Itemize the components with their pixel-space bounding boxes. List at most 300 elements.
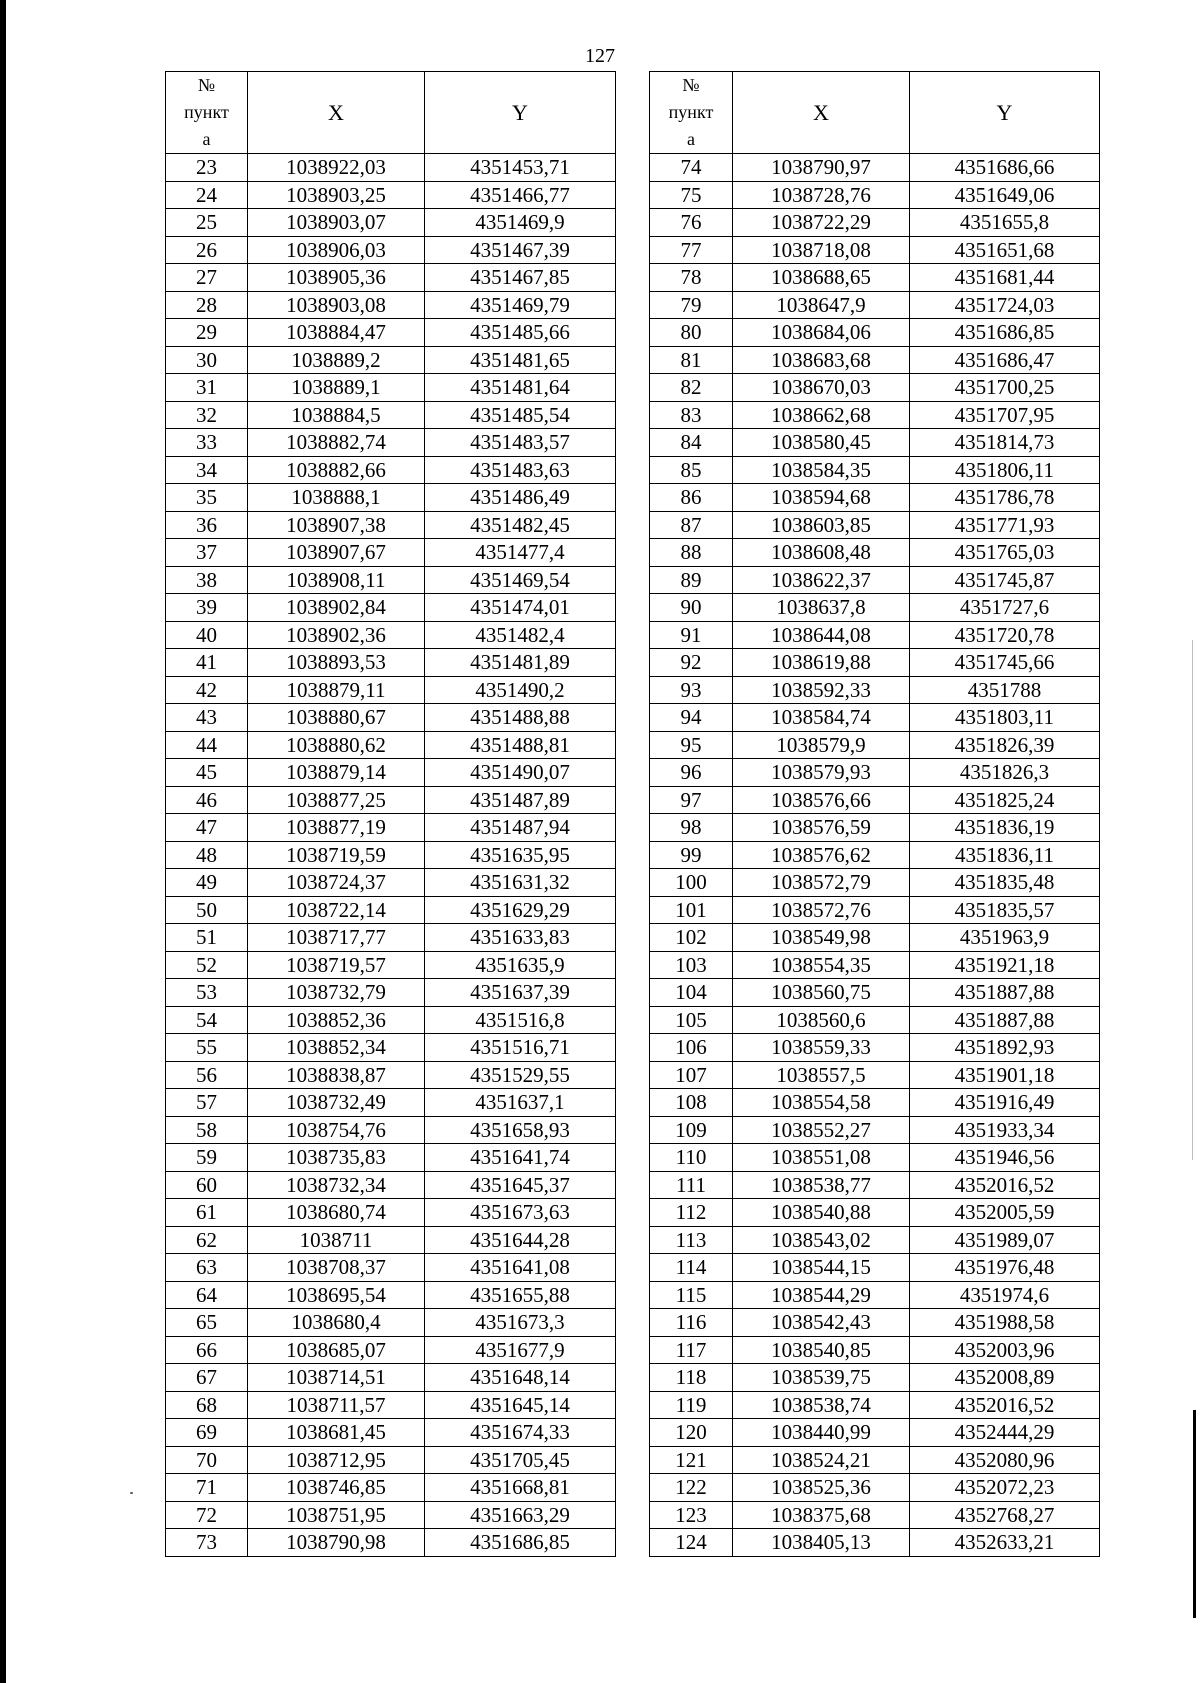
point-number-cell: 27 xyxy=(166,264,248,292)
table-row xyxy=(650,181,1100,209)
y-coordinate-cell: 4351645,37 xyxy=(425,1171,616,1199)
y-coordinate-cell: 4351490,2 xyxy=(425,676,616,704)
x-coordinate-cell: 1038524,21 xyxy=(733,1446,910,1474)
point-number-cell: 71 xyxy=(166,1474,248,1502)
y-coordinate-cell: 4351469,79 xyxy=(425,291,616,319)
point-number-cell: 44 xyxy=(166,731,248,759)
y-coordinate-cell: 4351469,54 xyxy=(425,566,616,594)
point-number-cell: 52 xyxy=(166,951,248,979)
point-number-cell: 53 xyxy=(166,979,248,1007)
x-coordinate-cell: 1038879,11 xyxy=(248,676,425,704)
table-row xyxy=(166,759,616,787)
y-coordinate-cell: 4351453,71 xyxy=(425,154,616,182)
y-coordinate-cell: 4351482,45 xyxy=(425,511,616,539)
y-coordinate-cell: 4351976,48 xyxy=(910,1254,1100,1282)
table-row xyxy=(650,1309,1100,1337)
point-number-cell: 87 xyxy=(650,511,733,539)
y-coordinate-cell: 4351644,28 xyxy=(425,1226,616,1254)
point-number-cell: 42 xyxy=(166,676,248,704)
x-coordinate-cell: 1038732,79 xyxy=(248,979,425,1007)
y-coordinate-cell: 4351485,66 xyxy=(425,319,616,347)
x-coordinate-cell: 1038622,37 xyxy=(733,566,910,594)
point-number-cell: 106 xyxy=(650,1034,733,1062)
table-row xyxy=(650,676,1100,704)
x-coordinate-cell: 1038838,87 xyxy=(248,1061,425,1089)
x-coordinate-cell: 1038852,34 xyxy=(248,1034,425,1062)
y-coordinate-cell: 4351487,89 xyxy=(425,786,616,814)
y-coordinate-cell: 4352444,29 xyxy=(910,1419,1100,1447)
point-number-cell: 81 xyxy=(650,346,733,374)
point-number-cell: 110 xyxy=(650,1144,733,1172)
y-coordinate-cell: 4351635,9 xyxy=(425,951,616,979)
table-row xyxy=(650,924,1100,952)
x-coordinate-cell: 1038877,25 xyxy=(248,786,425,814)
point-number-cell: 108 xyxy=(650,1089,733,1117)
x-coordinate-cell: 1038440,99 xyxy=(733,1419,910,1447)
point-number-cell: 72 xyxy=(166,1501,248,1529)
x-coordinate-cell: 1038893,53 xyxy=(248,649,425,677)
table-row xyxy=(650,539,1100,567)
table-row xyxy=(650,1254,1100,1282)
y-coordinate-cell: 4352080,96 xyxy=(910,1446,1100,1474)
y-coordinate-cell: 4351677,9 xyxy=(425,1336,616,1364)
table-row xyxy=(166,979,616,1007)
point-number-cell: 26 xyxy=(166,236,248,264)
table-row xyxy=(166,1034,616,1062)
point-number-cell: 100 xyxy=(650,869,733,897)
point-number-cell: 36 xyxy=(166,511,248,539)
x-coordinate-cell: 1038594,68 xyxy=(733,484,910,512)
x-coordinate-cell: 1038538,74 xyxy=(733,1391,910,1419)
table-row xyxy=(166,511,616,539)
table-header xyxy=(650,72,1100,154)
table-row xyxy=(166,869,616,897)
y-coordinate-cell: 4351892,93 xyxy=(910,1034,1100,1062)
y-coordinate-cell: 4351481,89 xyxy=(425,649,616,677)
table-row xyxy=(650,1034,1100,1062)
x-coordinate-cell: 1038922,03 xyxy=(248,154,425,182)
y-coordinate-cell: 4351631,32 xyxy=(425,869,616,897)
point-number-cell: 38 xyxy=(166,566,248,594)
y-coordinate-cell: 4351686,66 xyxy=(910,154,1100,182)
y-coordinate-cell: 4352016,52 xyxy=(910,1171,1100,1199)
table-row xyxy=(650,1199,1100,1227)
point-number-cell: 61 xyxy=(166,1199,248,1227)
table-row xyxy=(650,1391,1100,1419)
x-coordinate-cell: 1038722,29 xyxy=(733,209,910,237)
y-coordinate-cell: 4351745,66 xyxy=(910,649,1100,677)
table-row xyxy=(166,539,616,567)
x-coordinate-cell: 1038903,08 xyxy=(248,291,425,319)
table-row xyxy=(650,1171,1100,1199)
x-coordinate-cell: 1038670,03 xyxy=(733,374,910,402)
point-number-cell: 45 xyxy=(166,759,248,787)
y-coordinate-cell: 4351637,1 xyxy=(425,1089,616,1117)
y-coordinate-cell: 4351485,54 xyxy=(425,401,616,429)
x-coordinate-cell: 1038572,79 xyxy=(733,869,910,897)
point-number-cell: 76 xyxy=(650,209,733,237)
x-coordinate-cell: 1038719,57 xyxy=(248,951,425,979)
point-number-cell: 32 xyxy=(166,401,248,429)
y-coordinate-cell: 4351467,85 xyxy=(425,264,616,292)
table-row xyxy=(166,1006,616,1034)
y-coordinate-cell: 4351663,29 xyxy=(425,1501,616,1529)
y-coordinate-cell: 4351835,57 xyxy=(910,896,1100,924)
x-coordinate-cell: 1038619,88 xyxy=(733,649,910,677)
table-row xyxy=(166,1364,616,1392)
y-coordinate-cell: 4351887,88 xyxy=(910,979,1100,1007)
y-coordinate-cell: 4351483,63 xyxy=(425,456,616,484)
x-coordinate-cell: 1038559,33 xyxy=(733,1034,910,1062)
y-coordinate-cell: 4351720,78 xyxy=(910,621,1100,649)
point-number-cell: 94 xyxy=(650,704,733,732)
point-number-cell: 95 xyxy=(650,731,733,759)
table-row xyxy=(650,484,1100,512)
point-number-header xyxy=(166,72,248,154)
y-coordinate-cell: 4351803,11 xyxy=(910,704,1100,732)
table-row xyxy=(166,1281,616,1309)
y-coordinate-cell: 4351745,87 xyxy=(910,566,1100,594)
x-coordinate-cell: 1038724,37 xyxy=(248,869,425,897)
y-coordinate-cell: 4351488,81 xyxy=(425,731,616,759)
y-coordinate-cell: 4352633,21 xyxy=(910,1529,1100,1557)
y-coordinate-cell: 4351686,85 xyxy=(425,1529,616,1557)
x-coordinate-cell: 1038884,47 xyxy=(248,319,425,347)
x-coordinate-cell: 1038790,97 xyxy=(733,154,910,182)
table-row xyxy=(650,511,1100,539)
point-number-cell: 117 xyxy=(650,1336,733,1364)
x-coordinate-cell: 1038889,1 xyxy=(248,374,425,402)
table-row xyxy=(166,484,616,512)
table-row xyxy=(650,1089,1100,1117)
y-coordinate-cell: 4351946,56 xyxy=(910,1144,1100,1172)
scan-edge-left xyxy=(0,0,6,1683)
x-coordinate-cell: 1038754,76 xyxy=(248,1116,425,1144)
point-number-cell: 119 xyxy=(650,1391,733,1419)
table-row xyxy=(650,649,1100,677)
point-number-cell: 120 xyxy=(650,1419,733,1447)
table-row xyxy=(650,1501,1100,1529)
x-coordinate-cell: 1038538,77 xyxy=(733,1171,910,1199)
point-number-cell: 77 xyxy=(650,236,733,264)
x-coordinate-cell: 1038544,29 xyxy=(733,1281,910,1309)
x-coordinate-cell: 1038790,98 xyxy=(248,1529,425,1557)
table-row xyxy=(650,841,1100,869)
x-coordinate-cell: 1038540,88 xyxy=(733,1199,910,1227)
point-number-cell: 55 xyxy=(166,1034,248,1062)
x-column-header: X xyxy=(248,72,425,154)
point-number-cell: 47 xyxy=(166,814,248,842)
point-number-cell: 99 xyxy=(650,841,733,869)
point-number-cell: 64 xyxy=(166,1281,248,1309)
point-number-cell: 33 xyxy=(166,429,248,457)
point-number-cell: 98 xyxy=(650,814,733,842)
x-coordinate-cell: 1038540,85 xyxy=(733,1336,910,1364)
table-row xyxy=(166,1391,616,1419)
x-coordinate-cell: 1038644,08 xyxy=(733,621,910,649)
scan-speck xyxy=(130,1492,133,1494)
y-coordinate-cell: 4351771,93 xyxy=(910,511,1100,539)
x-coordinate-cell: 1038711 xyxy=(248,1226,425,1254)
table-row xyxy=(650,896,1100,924)
table-row xyxy=(650,786,1100,814)
point-number-cell: 104 xyxy=(650,979,733,1007)
y-coordinate-cell: 4351686,85 xyxy=(910,319,1100,347)
table-row xyxy=(166,841,616,869)
x-coordinate-cell: 1038903,25 xyxy=(248,181,425,209)
x-coordinate-cell: 1038584,35 xyxy=(733,456,910,484)
x-coordinate-cell: 1038711,57 xyxy=(248,1391,425,1419)
x-coordinate-cell: 1038560,6 xyxy=(733,1006,910,1034)
x-coordinate-cell: 1038717,77 xyxy=(248,924,425,952)
table-row xyxy=(650,704,1100,732)
point-number-cell: 30 xyxy=(166,346,248,374)
x-coordinate-cell: 1038905,36 xyxy=(248,264,425,292)
table-row xyxy=(650,1529,1100,1557)
point-number-cell: 57 xyxy=(166,1089,248,1117)
x-coordinate-cell: 1038718,08 xyxy=(733,236,910,264)
point-number-cell: 56 xyxy=(166,1061,248,1089)
point-number-cell: 121 xyxy=(650,1446,733,1474)
y-coordinate-cell: 4351641,08 xyxy=(425,1254,616,1282)
table-row xyxy=(166,1254,616,1282)
x-coordinate-cell: 1038695,54 xyxy=(248,1281,425,1309)
point-number-cell: 24 xyxy=(166,181,248,209)
x-coordinate-cell: 1038684,06 xyxy=(733,319,910,347)
x-coordinate-cell: 1038879,14 xyxy=(248,759,425,787)
page-number: 127 xyxy=(585,45,615,67)
point-number-cell: 59 xyxy=(166,1144,248,1172)
x-coordinate-cell: 1038579,93 xyxy=(733,759,910,787)
y-coordinate-cell: 4351474,01 xyxy=(425,594,616,622)
point-number-cell: 101 xyxy=(650,896,733,924)
point-number-cell: 25 xyxy=(166,209,248,237)
y-coordinate-cell: 4351933,34 xyxy=(910,1116,1100,1144)
point-number-cell: 115 xyxy=(650,1281,733,1309)
table-row xyxy=(650,594,1100,622)
point-number-cell: 112 xyxy=(650,1199,733,1227)
table-row xyxy=(650,154,1100,182)
table-row xyxy=(166,924,616,952)
table-row xyxy=(166,1419,616,1447)
point-number-cell: 23 xyxy=(166,154,248,182)
point-number-cell: 114 xyxy=(650,1254,733,1282)
y-coordinate-cell: 4351963,9 xyxy=(910,924,1100,952)
point-number-cell: 113 xyxy=(650,1226,733,1254)
point-number-cell: 37 xyxy=(166,539,248,567)
point-number-header-line1: № xyxy=(682,75,700,95)
x-coordinate-cell: 1038884,5 xyxy=(248,401,425,429)
y-coordinate-cell: 4351655,88 xyxy=(425,1281,616,1309)
point-number-cell: 70 xyxy=(166,1446,248,1474)
table-row xyxy=(650,1281,1100,1309)
table-row xyxy=(166,621,616,649)
point-number-cell: 92 xyxy=(650,649,733,677)
x-coordinate-cell: 1038576,62 xyxy=(733,841,910,869)
y-coordinate-cell: 4351645,14 xyxy=(425,1391,616,1419)
y-coordinate-cell: 4351988,58 xyxy=(910,1309,1100,1337)
point-number-cell: 49 xyxy=(166,869,248,897)
y-coordinate-cell: 4351916,49 xyxy=(910,1089,1100,1117)
point-number-cell: 79 xyxy=(650,291,733,319)
y-coordinate-cell: 4351668,81 xyxy=(425,1474,616,1502)
x-coordinate-cell: 1038560,75 xyxy=(733,979,910,1007)
x-coordinate-cell: 1038746,85 xyxy=(248,1474,425,1502)
table-row xyxy=(166,1171,616,1199)
x-coordinate-cell: 1038544,15 xyxy=(733,1254,910,1282)
table-row xyxy=(650,814,1100,842)
y-coordinate-cell: 4351481,65 xyxy=(425,346,616,374)
x-coordinate-cell: 1038637,8 xyxy=(733,594,910,622)
table-row xyxy=(650,1144,1100,1172)
scan-edge-right-faint xyxy=(1192,640,1193,1160)
table-row xyxy=(650,456,1100,484)
table-row xyxy=(166,429,616,457)
y-coordinate-cell: 4351481,64 xyxy=(425,374,616,402)
table-row xyxy=(166,951,616,979)
x-column-header: X xyxy=(733,72,910,154)
table-row xyxy=(166,1474,616,1502)
table-row xyxy=(166,264,616,292)
x-coordinate-cell: 1038852,36 xyxy=(248,1006,425,1034)
point-number-cell: 82 xyxy=(650,374,733,402)
x-coordinate-cell: 1038576,66 xyxy=(733,786,910,814)
table-row xyxy=(650,1226,1100,1254)
y-coordinate-cell: 4351786,78 xyxy=(910,484,1100,512)
y-coordinate-cell: 4351490,07 xyxy=(425,759,616,787)
point-number-cell: 90 xyxy=(650,594,733,622)
point-number-cell: 41 xyxy=(166,649,248,677)
y-coordinate-cell: 4351836,11 xyxy=(910,841,1100,869)
x-coordinate-cell: 1038552,27 xyxy=(733,1116,910,1144)
table-row xyxy=(166,154,616,182)
y-coordinate-cell: 4351724,03 xyxy=(910,291,1100,319)
y-coordinate-cell: 4351727,6 xyxy=(910,594,1100,622)
point-number-cell: 66 xyxy=(166,1336,248,1364)
y-coordinate-cell: 4351469,9 xyxy=(425,209,616,237)
x-coordinate-cell: 1038375,68 xyxy=(733,1501,910,1529)
table-row xyxy=(650,236,1100,264)
y-coordinate-cell: 4351707,95 xyxy=(910,401,1100,429)
table-row xyxy=(166,291,616,319)
point-number-cell: 74 xyxy=(650,154,733,182)
x-coordinate-cell: 1038680,4 xyxy=(248,1309,425,1337)
table-row xyxy=(650,401,1100,429)
y-coordinate-cell: 4351681,44 xyxy=(910,264,1100,292)
point-number-cell: 122 xyxy=(650,1474,733,1502)
y-coordinate-cell: 4351673,63 xyxy=(425,1199,616,1227)
y-coordinate-cell: 4351705,45 xyxy=(425,1446,616,1474)
point-number-cell: 62 xyxy=(166,1226,248,1254)
y-coordinate-cell: 4351483,57 xyxy=(425,429,616,457)
point-number-header-line2: пункт xyxy=(184,102,229,122)
y-coordinate-cell: 4351516,71 xyxy=(425,1034,616,1062)
x-coordinate-cell: 1038735,83 xyxy=(248,1144,425,1172)
y-coordinate-cell: 4351488,88 xyxy=(425,704,616,732)
point-number-header xyxy=(650,72,733,154)
table-row xyxy=(166,786,616,814)
table-row xyxy=(650,319,1100,347)
scan-edge-right-mark xyxy=(1193,1410,1196,1618)
table-row xyxy=(166,401,616,429)
table-row xyxy=(166,209,616,237)
table-row xyxy=(166,374,616,402)
y-coordinate-cell: 4351974,6 xyxy=(910,1281,1100,1309)
table-row xyxy=(166,1529,616,1557)
point-number-cell: 88 xyxy=(650,539,733,567)
table-row xyxy=(650,1364,1100,1392)
x-coordinate-cell: 1038539,75 xyxy=(733,1364,910,1392)
point-number-cell: 63 xyxy=(166,1254,248,1282)
y-coordinate-cell: 4351635,95 xyxy=(425,841,616,869)
table-row xyxy=(166,456,616,484)
y-coordinate-cell: 4351806,11 xyxy=(910,456,1100,484)
x-coordinate-cell: 1038751,95 xyxy=(248,1501,425,1529)
y-coordinate-cell: 4351529,55 xyxy=(425,1061,616,1089)
x-coordinate-cell: 1038576,59 xyxy=(733,814,910,842)
x-coordinate-cell: 1038681,45 xyxy=(248,1419,425,1447)
header-row xyxy=(650,72,1100,154)
x-coordinate-cell: 1038882,66 xyxy=(248,456,425,484)
table-row xyxy=(650,291,1100,319)
x-coordinate-cell: 1038728,76 xyxy=(733,181,910,209)
y-coordinate-cell: 4351482,4 xyxy=(425,621,616,649)
x-coordinate-cell: 1038608,48 xyxy=(733,539,910,567)
point-number-cell: 86 xyxy=(650,484,733,512)
x-coordinate-cell: 1038906,03 xyxy=(248,236,425,264)
point-number-cell: 96 xyxy=(650,759,733,787)
table-row xyxy=(166,181,616,209)
point-number-cell: 102 xyxy=(650,924,733,952)
y-coordinate-cell: 4351641,74 xyxy=(425,1144,616,1172)
table-row xyxy=(166,319,616,347)
table-row xyxy=(166,649,616,677)
y-coordinate-cell: 4351637,39 xyxy=(425,979,616,1007)
point-number-cell: 58 xyxy=(166,1116,248,1144)
x-coordinate-cell: 1038732,49 xyxy=(248,1089,425,1117)
table-row xyxy=(166,1336,616,1364)
point-number-cell: 97 xyxy=(650,786,733,814)
point-number-cell: 39 xyxy=(166,594,248,622)
x-coordinate-cell: 1038880,67 xyxy=(248,704,425,732)
x-coordinate-cell: 1038889,2 xyxy=(248,346,425,374)
table-row xyxy=(166,566,616,594)
y-coordinate-cell: 4351686,47 xyxy=(910,346,1100,374)
y-coordinate-cell: 4351700,25 xyxy=(910,374,1100,402)
table-row xyxy=(166,1501,616,1529)
point-number-cell: 75 xyxy=(650,181,733,209)
x-coordinate-cell: 1038557,5 xyxy=(733,1061,910,1089)
x-coordinate-cell: 1038542,43 xyxy=(733,1309,910,1337)
table-row xyxy=(650,1061,1100,1089)
y-coordinate-cell: 4351486,49 xyxy=(425,484,616,512)
x-coordinate-cell: 1038554,58 xyxy=(733,1089,910,1117)
point-number-cell: 103 xyxy=(650,951,733,979)
x-coordinate-cell: 1038683,68 xyxy=(733,346,910,374)
table-row xyxy=(650,1336,1100,1364)
x-coordinate-cell: 1038903,07 xyxy=(248,209,425,237)
table-row xyxy=(650,209,1100,237)
table-row xyxy=(650,869,1100,897)
x-coordinate-cell: 1038880,62 xyxy=(248,731,425,759)
table-row xyxy=(166,1089,616,1117)
table-row xyxy=(650,1116,1100,1144)
point-number-cell: 83 xyxy=(650,401,733,429)
y-coordinate-cell: 4351633,83 xyxy=(425,924,616,952)
point-number-cell: 60 xyxy=(166,1171,248,1199)
y-column-header: Y xyxy=(425,72,616,154)
y-coordinate-cell: 4351487,94 xyxy=(425,814,616,842)
